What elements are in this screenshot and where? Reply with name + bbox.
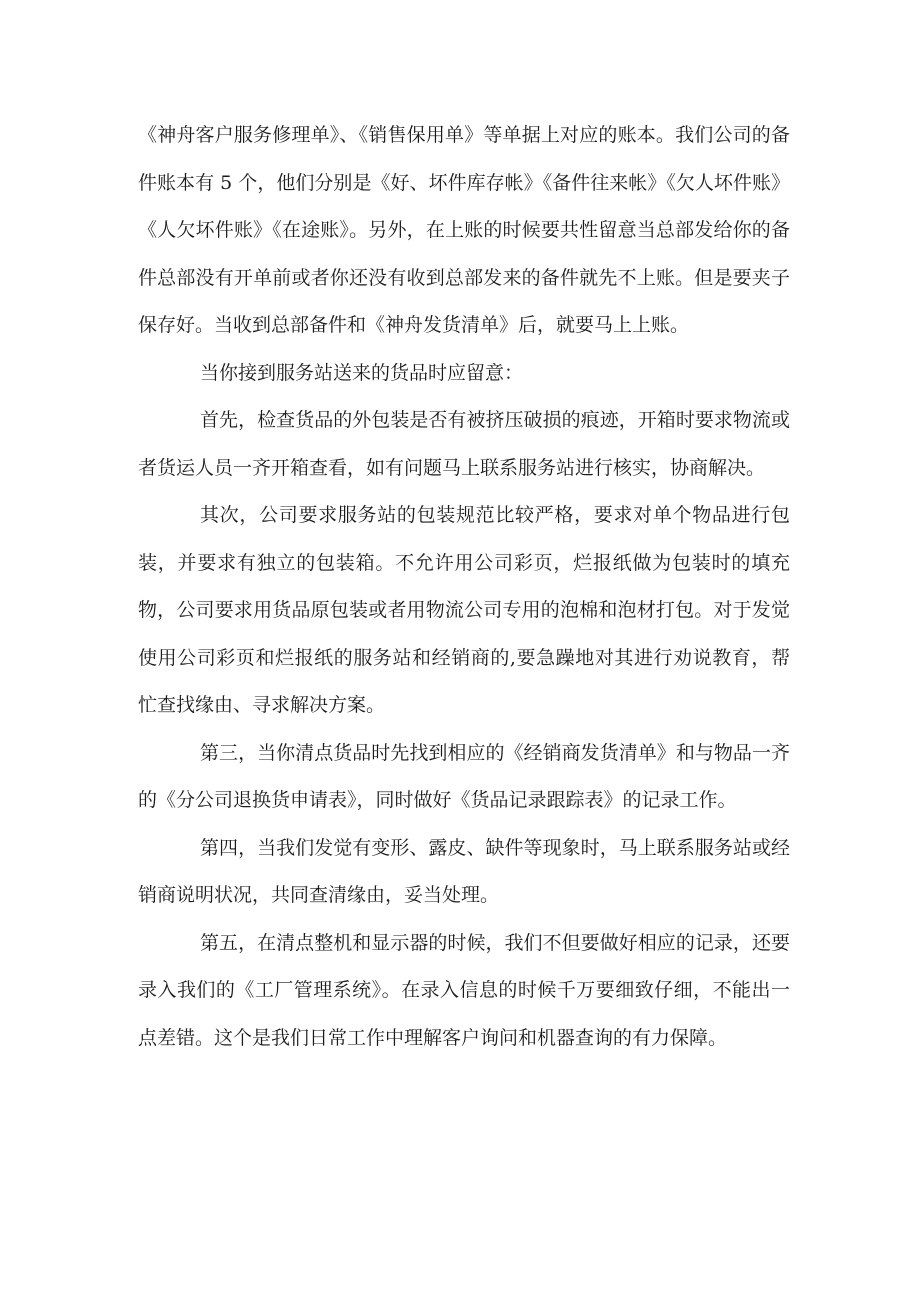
paragraph-step-fifth: 第五，在清点整机和显示器的时候，我们不但要做好相应的记录，还要录入我们的《工厂管理系统》。在录入信息的时候千万要细致仔细，不能出一点差错。这个是我们日常工作中理解客户询问和机器查询的有力保障。 — [138, 931, 790, 1049]
paragraph-step-third: 第三，当你清点货品时先找到相应的《经销商发货清单》和与物品一齐的《分公司退换货申请表》，同时做好《货品记录跟踪表》的记录工作。 — [138, 741, 790, 811]
document-body — [138, 112, 790, 1062]
paragraph-step-first: 首先，检查货品的外包装是否有被挤压破损的痕迹，开箱时要求物流或者货运人员一齐开箱查看，如有问题马上联系服务站进行核实，协商解决。 — [138, 409, 790, 479]
paragraph-ledger-accounts: 《神舟客户服务修理单》、《销售保用单》等单据上对应的账本。我们公司的备件账本有 5 个，他们分别是《好、坏件库存帐》《备件往来帐》《欠人坏件账》《人欠坏件账》《在途账》。另外，在上账的时候要共性留意当总部发给你的备件总部没有开单前或者你还没有收到总部发来的备件就先不上账。但是要夹子保存好。当收到总部备件和《神舟发货清单》后，就要马上上账。 — [138, 124, 790, 336]
paragraph-receiving-intro: 当你接到服务站送来的货品时应留意： — [200, 361, 524, 384]
paragraph-step-second: 其次，公司要求服务站的包装规范比较严格，要求对单个物品进行包装，并要求有独立的包装箱。不允许用公司彩页，烂报纸做为包装时的填充物，公司要求用货品原包装或者用物流公司专用的泡棉和泡材打包。对于发觉使用公司彩页和烂报纸的服务站和经销商的,要急躁地对其进行劝说教育，帮忙查找缘由、寻求解决方案。 — [138, 504, 790, 716]
paragraph-step-fourth: 第四，当我们发觉有变形、露皮、缺件等现象时，马上联系服务站或经销商说明状况，共同查清缘由，妥当处理。 — [138, 836, 790, 906]
